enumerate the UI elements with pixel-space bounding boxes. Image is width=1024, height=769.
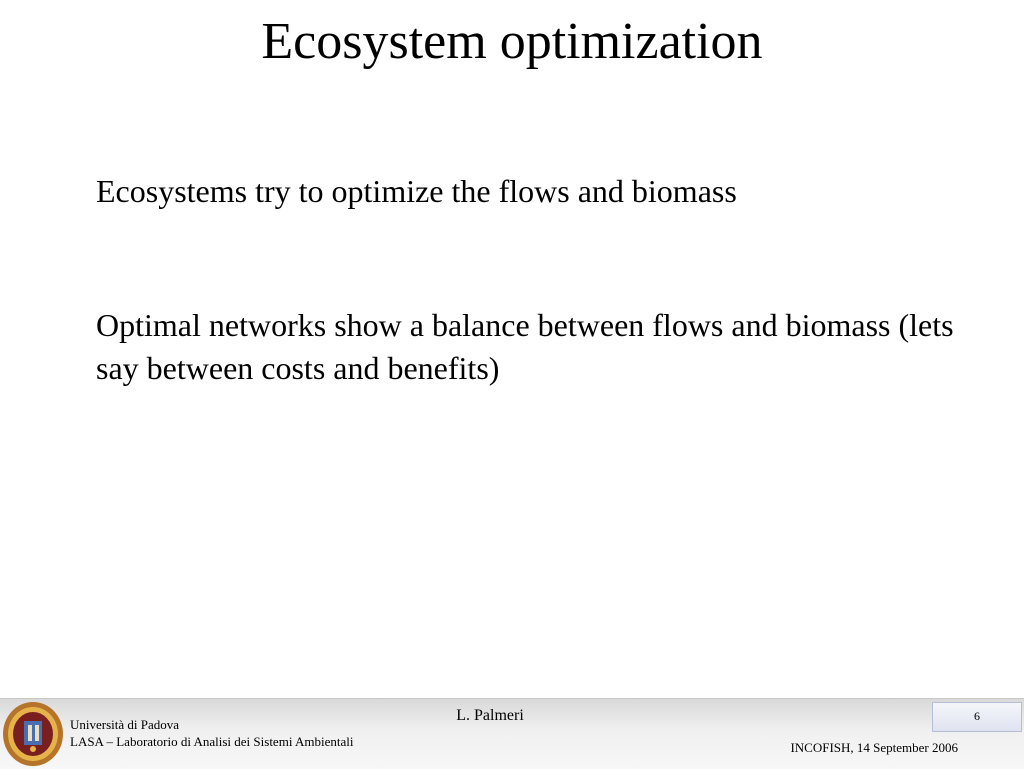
lab-name: LASA – Laboratorio di Analisi dei Sistemi Ambientali (70, 734, 354, 749)
slide-body (96, 170, 976, 390)
university-seal-icon (2, 701, 64, 767)
university-info (70, 716, 353, 750)
body-paragraph-1: Ecosystems try to optimize the flows and biomass (96, 173, 737, 209)
slide-title: Ecosystem optimization (261, 13, 763, 70)
page-number: 6 (932, 702, 1022, 732)
author-name: L. Palmeri (456, 707, 524, 724)
university-name: Università di Padova (70, 717, 180, 732)
conference-info: INCOFISH, 14 September 2006 (790, 740, 958, 755)
slide-footer (0, 698, 1024, 769)
body-paragraph-2: Optimal networks show a balance between flows and biomass (lets say between costs and benefits) (96, 307, 954, 386)
